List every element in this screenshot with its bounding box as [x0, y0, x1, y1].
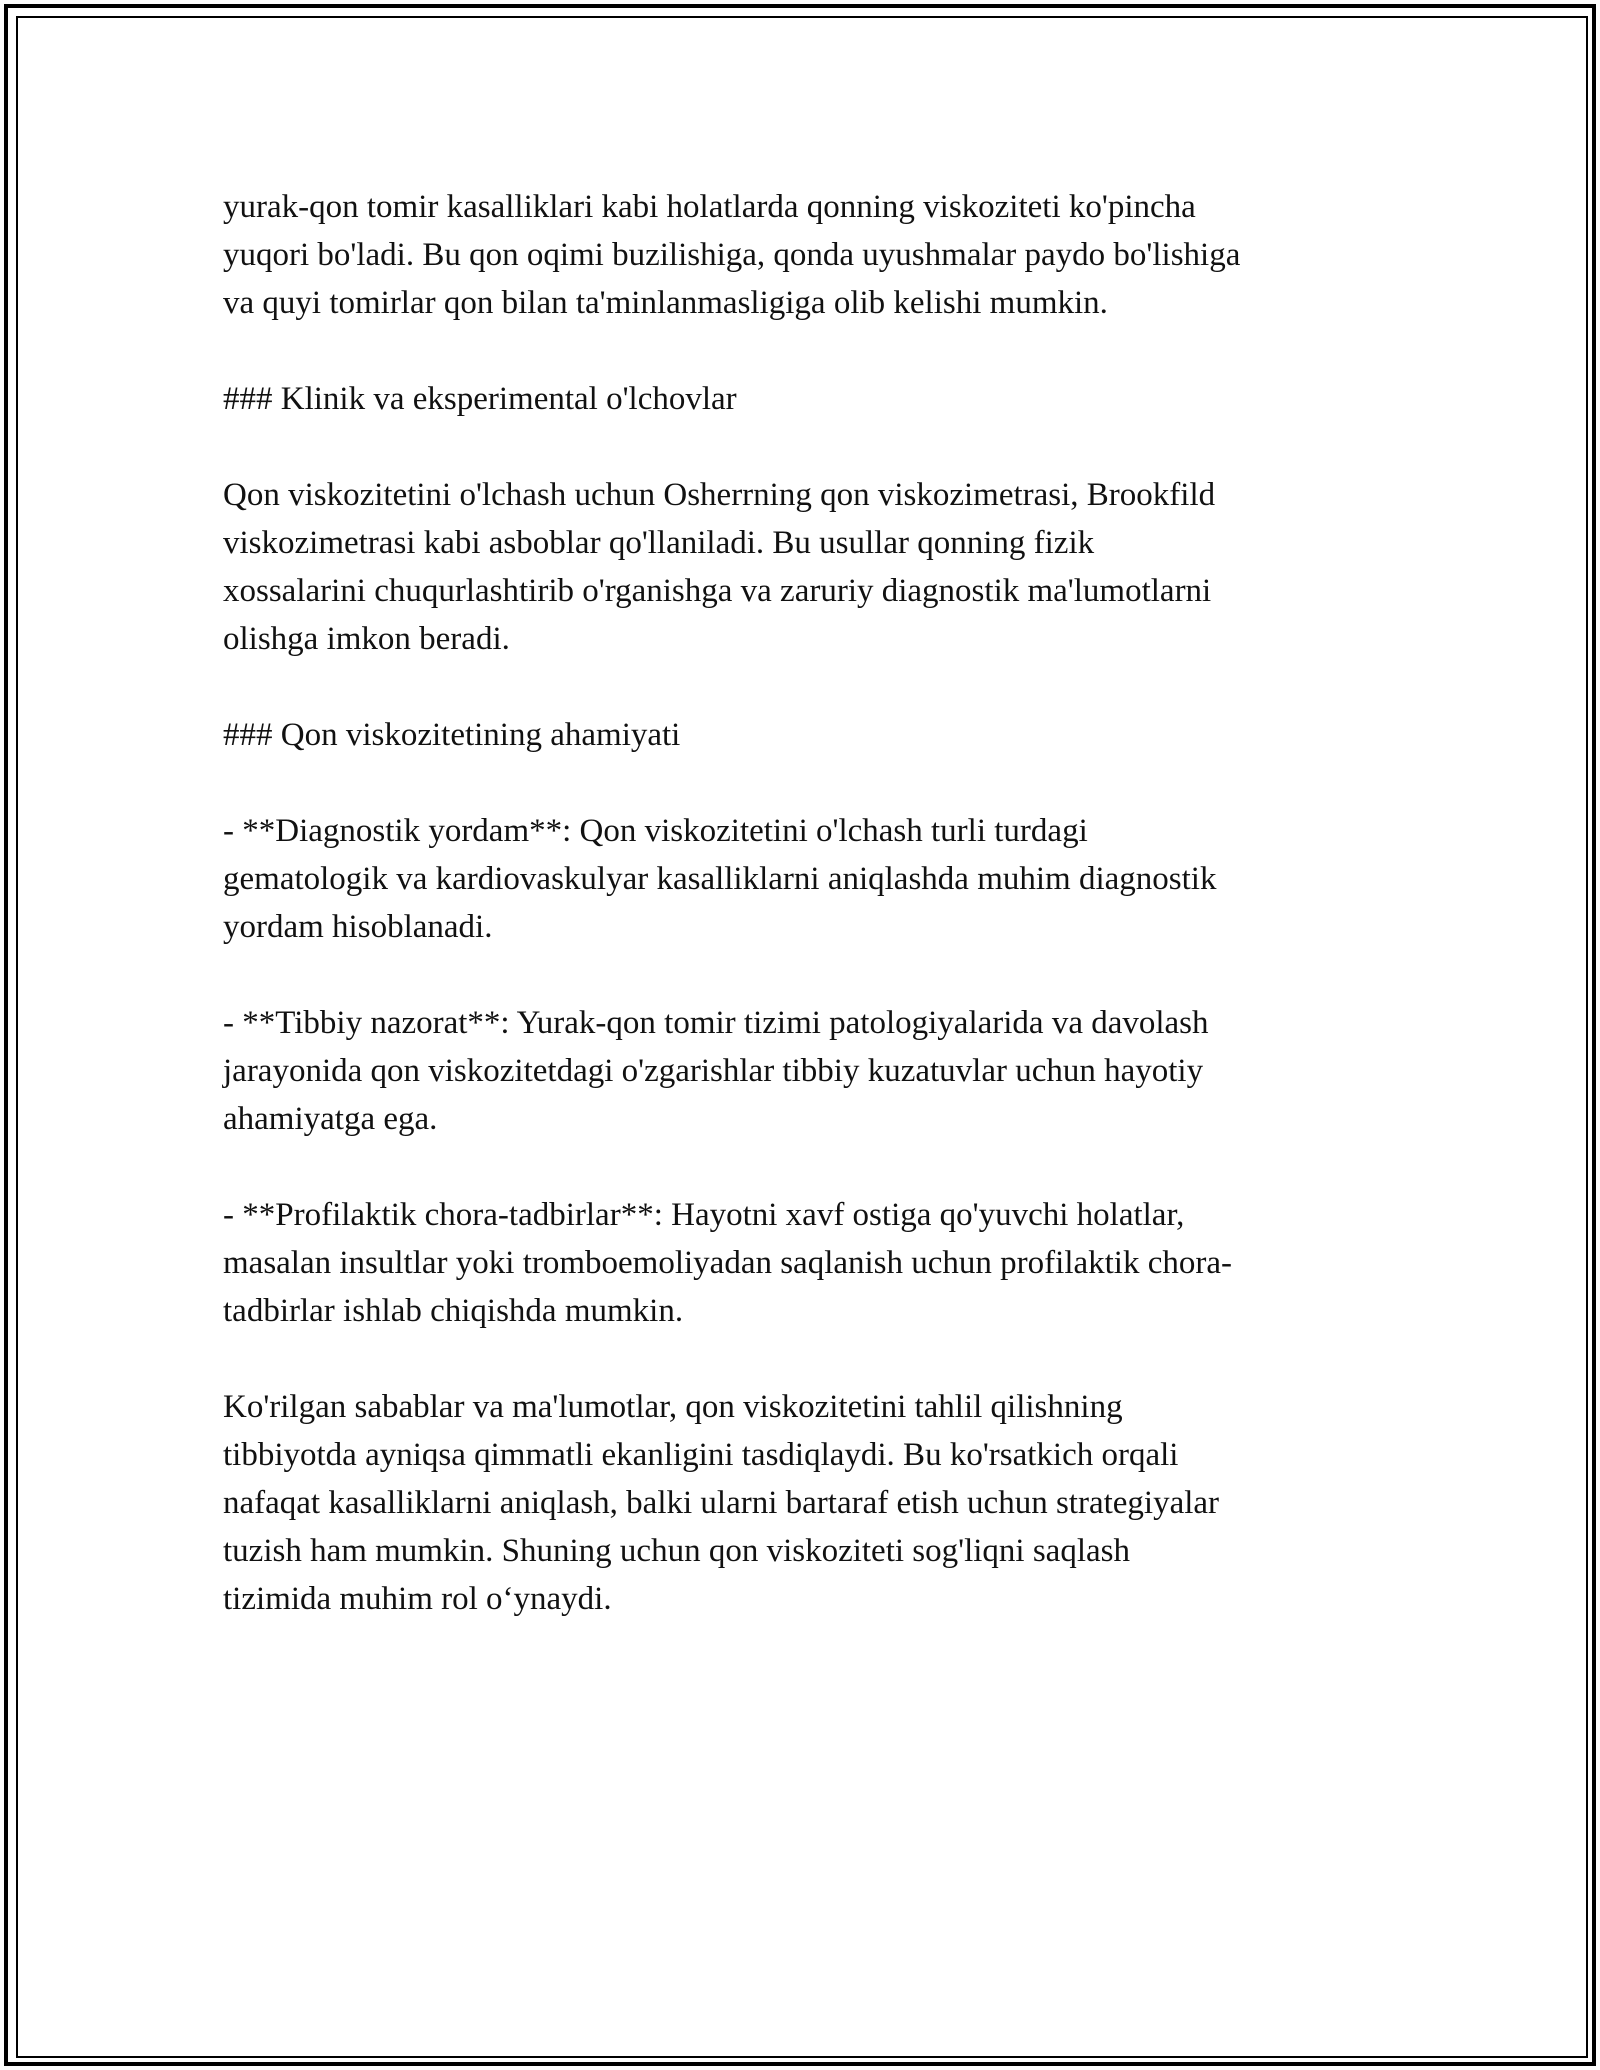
heading-clinical-measurements: ### Klinik va eksperimental o'lchovlar	[223, 381, 737, 417]
paragraph-measurement-instruments: Qon viskozitetini o'lchash uchun Osherrning qon viskozimetrasi, Brookfild viskozimetrasi kabi asboblar qo'llaniladi. Bu usullar qonning fizik xossalarini chuqurlashtirib o'rganishga va zaruriy diagnostik ma'lumotlarni olishga imkon beradi.	[223, 477, 1216, 657]
paragraph-conclusion: Ko'rilgan sabablar va ma'lumotlar, qon viskozitetini tahlil qilishning tibbiyotda ayniqsa qimmatli ekanligini tasdiqlaydi. Bu ko'rsatkich orqali nafaqat kasalliklarni aniqlash, balki ularni bartaraf etish uchun strategiyalar tuzish ham mumkin. Shuning uchun qon viskoziteti sog'liqni saqlash tizimida muhim rol o‘ynaydi.	[223, 1389, 1220, 1617]
list-item-diagnostic-help: - **Diagnostik yordam**: Qon viskozitetini o'lchash turli turdagi gematologik va kardiovaskulyar kasalliklarni aniqlashda muhim diagnostik yordam hisoblanadi.	[223, 813, 1217, 945]
document-body	[223, 183, 1383, 1623]
heading-viscosity-importance: ### Qon viskozitetining ahamiyati	[223, 717, 681, 753]
paragraph-viscosity-conditions: yurak-qon tomir kasalliklari kabi holatlarda qonning viskoziteti ko'pincha yuqori bo'ladi. Bu qon oqimi buzilishiga, qonda uyushmalar paydo bo'lishiga va quyi tomirlar qon bilan ta'minlanmasligiga olib kelishi mumkin.	[223, 189, 1241, 321]
list-item-medical-monitoring: - **Tibbiy nazorat**: Yurak-qon tomir tizimi patologiyalarida va davolash jarayonida qon viskozitetdagi o'zgarishlar tibbiy kuzatuvlar uchun hayotiy ahamiyatga ega.	[223, 1005, 1209, 1137]
list-item-preventive-measures: - **Profilaktik chora-tadbirlar**: Hayotni xavf ostiga qo'yuvchi holatlar, masalan insultlar yoki tromboemoliyadan saqlanish uchun profilaktik chora- tadbirlar ishlab chiqishda mumkin.	[223, 1197, 1232, 1329]
